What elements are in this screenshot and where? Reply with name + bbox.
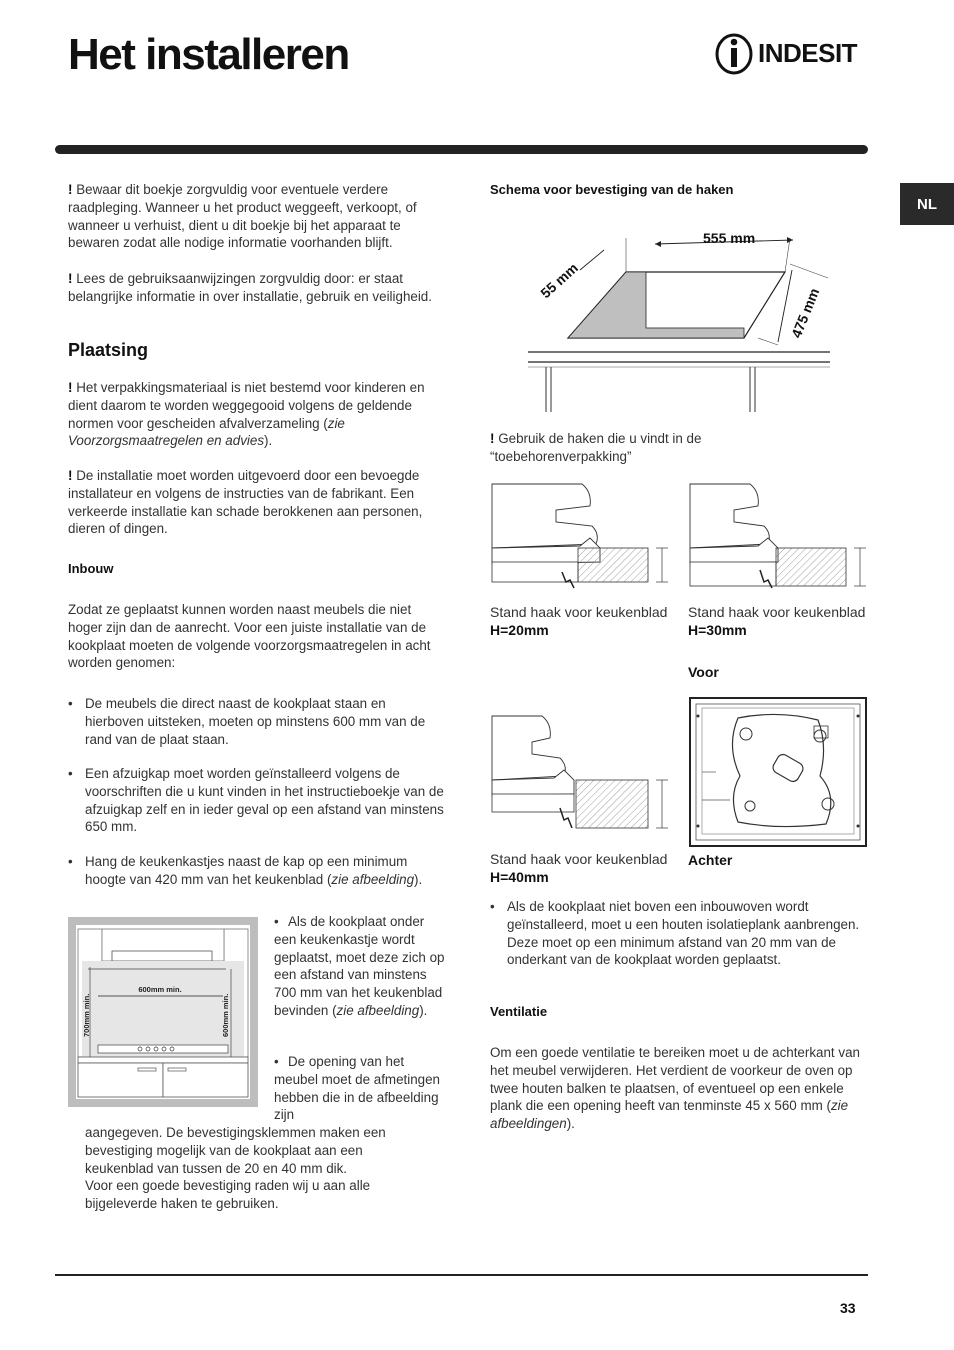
hook-figure-h20: [490, 482, 670, 594]
caption-hook-h30: [688, 604, 868, 639]
caption-text: Stand haak voor keukenblad: [490, 604, 668, 620]
reference-link-text: zie afbeelding: [336, 1002, 420, 1018]
caption-hook-h40: [490, 851, 670, 886]
paragraph-ventilatie: [490, 1044, 865, 1133]
bullet-text: Een afzuigkap moet worden geïnstalleerd volgens de voorschriften die u kunt vinden in het instructieboekje van de afzuigkap zelf en in ieder geval op een afstand van minstens 650 mm.: [85, 766, 444, 835]
page-number: 33: [840, 1300, 856, 1316]
language-tab: NL: [900, 183, 954, 225]
warning-mark: !: [490, 431, 495, 446]
dim-600-side: 600mm min.: [221, 993, 230, 1037]
schema-title: Schema voor bevestiging van de haken: [490, 182, 734, 197]
caption-text: Stand haak voor keukenblad: [688, 604, 866, 620]
bullet-item: [68, 695, 446, 748]
bullet-dot: •: [68, 766, 73, 781]
warning-mark: !: [68, 468, 73, 483]
paragraph-text: Lees de gebruiksaanwijzingen zorgvuldig door: er staat belangrijke informatie in over installatie, gebruik en veiligheid.: [68, 271, 432, 304]
brand-name: INDESIT: [758, 38, 858, 68]
paragraph-read-instructions: [68, 270, 443, 306]
header-rule: [55, 145, 868, 154]
bullet-text-continued: Voor een goede bevestiging raden wij u aan alle bijgeleverde haken te gebruiken.: [85, 1178, 371, 1212]
dim-700-side: 700mm min.: [82, 993, 91, 1037]
bullet-text: [85, 853, 446, 889]
warning-mark: !: [68, 380, 73, 395]
reference-link-text: zie afbeelding: [331, 871, 415, 887]
bullet-text: [274, 913, 446, 1020]
label-achter: Achter: [688, 852, 733, 868]
bullet-dot: •: [490, 899, 495, 914]
bullet-text: De opening van het meubel moet de afmetingen hebben die in de afbeelding zijn: [274, 1054, 440, 1123]
bullet-dot: •: [274, 1054, 279, 1069]
bullet-text-continued: aangegeven. De bevestigingsklemmen maken een bevestiging mogelijk van de kookplaat aan een keukenblad van tussen de 20 en 40 mm dik.: [85, 1125, 386, 1176]
paragraph-text-end: ).: [264, 433, 273, 449]
paragraph-installer: [68, 467, 446, 538]
bullet-text-end: ).: [414, 871, 423, 887]
warning-mark: !: [68, 271, 73, 286]
bullet-item: [68, 765, 446, 836]
indesit-logo: [714, 32, 869, 76]
paragraph-keep-booklet: [68, 181, 443, 252]
reference-link-text: zie Voorzorgsmaatregelen en advies: [68, 415, 345, 449]
cutout-dimensions-figure: [528, 222, 830, 412]
paragraph-packaging: [68, 379, 446, 450]
dim-555: 555 mm: [703, 230, 756, 246]
note-text: Gebruik de haken die u vindt in de “toebehorenverpakking”: [490, 431, 702, 464]
section-title-plaatsing: Plaatsing: [68, 340, 149, 360]
bullet-dot: •: [68, 854, 73, 869]
page-title: Het installeren: [68, 30, 349, 79]
footer-rule: [55, 1274, 868, 1276]
bullet-text-end: ).: [419, 1002, 428, 1018]
bullet-dot: •: [68, 696, 73, 711]
dim-600-top: 600mm min.: [138, 985, 182, 994]
paragraph-text: De installatie moet worden uitgevoerd door een bevoegde installateur en volgens de instructies van de fabrikant. Een verkeerde installatie kan schade berokkenen aan personen, dieren of dingen.: [68, 468, 423, 537]
dim-475: 475 mm: [787, 285, 823, 341]
bullet-item: [68, 853, 446, 889]
paragraph-text: Het verpakkingsmateriaal is niet bestemd voor kinderen en dient daarom te worden weggegooid volgens de geldende normen voor gescheiden afvalverzameling (: [68, 380, 425, 431]
paragraph-inbouw: Zodat ze geplaatst kunnen worden naast meubels die niet hoger zijn dan de aanrecht. Voor een juiste installatie van de kookplaat moeten de volgende voorzorgsmaatregelen in acht worden genomen:: [68, 602, 431, 671]
caption-text: Stand haak voor keukenblad: [490, 851, 668, 867]
caption-value: H=40mm: [490, 868, 549, 885]
bullet-item: [274, 1053, 446, 1124]
paragraph-text-end: ).: [566, 1116, 575, 1132]
label-voor: Voor: [688, 664, 719, 680]
paragraph-text: Om een goede ventilatie te bereiken moet u de achterkant van het meubel verwijderen. Het verdient de voorkeur de oven op twee houten balken te plaatsen, of eventueel op een enkele plank die een opening heeft van tenminste 45 x 560 mm (: [490, 1045, 860, 1114]
reference-link-text: zie afbeeldingen: [490, 1098, 849, 1132]
note-hooks: [490, 430, 770, 466]
bullet-text: Als de kookplaat niet boven een inbouwoven wordt geïnstalleerd, moet u een houten isolatieplank aanbrengen. Deze moet op een minimum afstand van 20 mm van de onderkant van de kookplaat worden geplaatst.: [507, 899, 860, 968]
bullet-text-main: Als de kookplaat onder een keukenkastje wordt geplaatst, moet deze zich op een afstand van minstens 700 mm van het keukenblad bevinden (: [274, 914, 445, 1018]
bullet-item: [274, 913, 446, 1020]
label-ventilatie: Ventilatie: [490, 1004, 548, 1019]
bullet-dot: •: [274, 914, 279, 929]
hob-underside-figure: [688, 696, 868, 848]
bullet-text: De meubels die direct naast de kookplaat staan en hierboven uitsteken, moeten op minstens 600 mm van de rand van de plaat staan.: [85, 696, 426, 747]
paragraph-text: Bewaar dit boekje zorgvuldig voor eventuele verdere raadpleging. Wanneer u het product weggeeft, verkoopt, of wanneer u verhuist, dient u dit boekje bij het apparaat te bewaren zodat alle nodige informatie voorhanden blijft.: [68, 182, 417, 251]
dim-55: 55 mm: [537, 259, 581, 302]
hook-figure-h40: [490, 714, 670, 834]
warning-mark: !: [68, 182, 73, 197]
bullet-item: [490, 898, 865, 969]
bullet-continuation: [85, 1124, 430, 1213]
bullet-text-main: Hang de keukenkastjes naast de kap op een minimum hoogte van 420 mm van het keukenblad (: [85, 854, 408, 887]
brand-circle-icon: [714, 32, 756, 76]
caption-hook-h20: [490, 604, 670, 639]
caption-value: H=30mm: [688, 621, 747, 638]
kitchen-clearance-figure: [68, 917, 258, 1107]
label-inbouw: Inbouw: [68, 561, 114, 576]
hook-figure-h30: [688, 482, 868, 594]
caption-value: H=20mm: [490, 621, 549, 638]
